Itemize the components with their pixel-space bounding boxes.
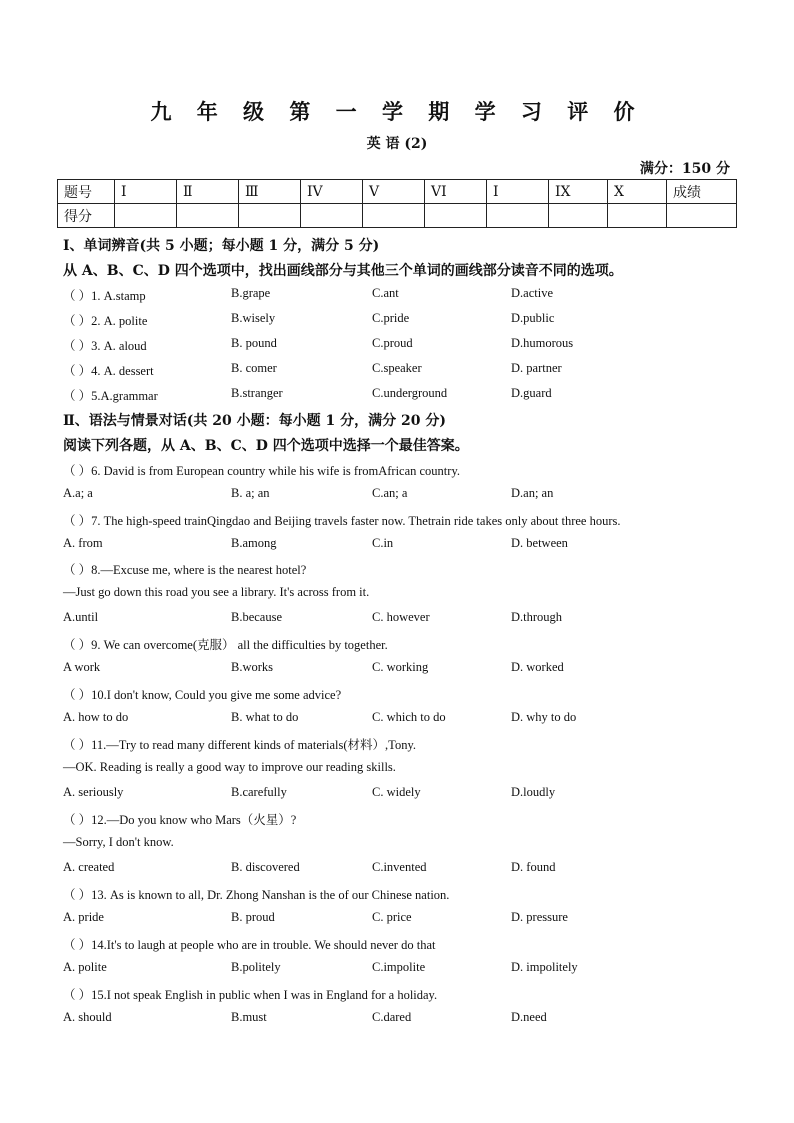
option-a[interactable]: A. how to do [63,710,129,724]
question-stem: （ ）10.I don't know, Could you give me some advice? [63,688,342,702]
score-cell: I [487,180,549,204]
score-table [57,179,737,228]
option-a[interactable]: A.a; a [63,486,93,500]
option-c[interactable]: C. however [372,610,430,624]
option-d[interactable]: D.need [511,1010,547,1024]
option-b[interactable]: B. proud [231,910,275,924]
question-stem-reply: —Just go down this road you see a library. It's across from it. [63,585,370,599]
option-d[interactable]: D.loudly [511,785,556,799]
score-cell: V [363,180,425,204]
question-stem: （ ）7. The high-speed trainQingdao and Beijing travels faster now. Thetrain ride takes only about three hours. [63,514,621,528]
option-c[interactable]: C.in [372,536,394,550]
question-stem: （ ）11.—Try to read many different kinds of materials(材料）,Tony. [63,738,417,752]
question-stem: （ ）4. A. dessert [63,364,154,378]
option-b[interactable]: B.grape [231,286,271,300]
score-input-cell[interactable] [115,204,177,228]
score-cell: IV [301,180,363,204]
page-title: 九 年 级 第 一 学 期 学 习 评 价 [150,99,644,124]
option-b[interactable]: B.wisely [231,311,276,325]
option-c[interactable]: C. which to do [372,710,446,724]
option-c[interactable]: C.dared [372,1010,412,1024]
option-b[interactable]: B.politely [231,960,281,974]
question-stem: （ ）8.—Excuse me, where is the nearest hotel? [63,563,307,577]
question-stem: （ ）15.I not speak English in public when I was in England for a holiday. [63,988,438,1002]
score-input-cell[interactable] [667,204,737,228]
option-b[interactable]: B.works [231,660,274,674]
option-b[interactable]: B.stranger [231,386,283,400]
option-c[interactable]: C.pride [372,311,410,325]
score-table-score-row [58,204,737,228]
option-b[interactable]: B. comer [231,361,277,375]
section1-instruction: 从 A、B、C、D 四个选项中，找出画线部分与其他三个单词的画线部分读音不同的选项。 [63,263,623,279]
question-stem: （ ）3. A. aloud [63,339,147,353]
option-c[interactable]: C. working [372,660,429,674]
question-stem-reply: —OK. Reading is really a good way to improve our reading skills. [63,760,396,774]
option-c[interactable]: C.underground [372,386,448,400]
score-cell: Ⅱ [177,180,239,204]
score-input-cell[interactable] [608,204,667,228]
page-subtitle: 英 语 (2) [366,136,428,152]
option-d[interactable]: D. partner [511,361,562,375]
option-b[interactable]: B.among [231,536,277,550]
option-b[interactable]: B. a; an [231,486,270,500]
option-d[interactable]: D.guard [511,386,552,400]
option-a[interactable]: A. should [63,1010,112,1024]
option-a[interactable]: A. created [63,860,115,874]
section2-heading: Ⅱ、语法与情景对话(共 20 小题：每小题 1 分，满分 20 分) [63,413,446,429]
option-c[interactable]: C.ant [372,286,399,300]
score-input-cell[interactable] [487,204,549,228]
option-a[interactable]: A. polite [63,960,107,974]
option-d[interactable]: D.humorous [511,336,574,350]
option-c[interactable]: C.impolite [372,960,426,974]
option-a[interactable]: A. seriously [63,785,124,799]
option-b[interactable]: B.because [231,610,283,624]
option-c[interactable]: C.invented [372,860,427,874]
option-b[interactable]: B.must [231,1010,267,1024]
option-a[interactable]: A work [63,660,101,674]
question-stem: （ ）13. As is known to all, Dr. Zhong Nanshan is the of our Chinese nation. [63,888,450,902]
score-cell: 题号 [58,180,115,204]
question-stem: （ ）2. A. polite [63,314,148,328]
full-score: 满分：150 分 [639,161,730,177]
section1-heading: Ⅰ、单词辨音(共 5 小题；每小题 1 分，满分 5 分) [63,238,380,254]
score-cell: 成绩 [667,180,737,204]
question-stem: （ ）6. David is from European country while his wife is fromAfrican country. [63,464,461,478]
score-input-cell[interactable] [425,204,487,228]
option-d[interactable]: D.public [511,311,555,325]
option-d[interactable]: D. found [511,860,556,874]
score-table-header-row [58,180,737,204]
score-cell: VI [425,180,487,204]
option-d[interactable]: D.active [511,286,553,300]
question-stem: （ ）12.—Do you know who Mars（火星）? [63,813,297,827]
section2-instruction: 阅读下列各题，从 A、B、C、D 四个选项中选择一个最佳答案。 [63,438,469,454]
option-a[interactable]: A. from [63,536,103,550]
option-b[interactable]: B. what to do [231,710,299,724]
score-cell: 得分 [58,204,115,228]
option-d[interactable]: D. pressure [511,910,568,924]
option-d[interactable]: D. impolitely [511,960,578,974]
option-b[interactable]: B. pound [231,336,277,350]
option-d[interactable]: D. why to do [511,710,577,724]
option-b[interactable]: B. discovered [231,860,300,874]
score-cell: X [608,180,667,204]
option-d[interactable]: D.through [511,610,563,624]
question-stem: （ ）9. We can overcome(克服） all the difficulties by together. [63,638,388,652]
question-stem: （ ）5.A.grammar [63,389,158,403]
option-a[interactable]: A.until [63,610,99,624]
option-b[interactable]: B.carefully [231,785,287,799]
score-input-cell[interactable] [549,204,608,228]
score-input-cell[interactable] [363,204,425,228]
score-cell: Ⅲ [239,180,301,204]
option-c[interactable]: C.an; a [372,486,408,500]
option-d[interactable]: D. worked [511,660,564,674]
score-input-cell[interactable] [239,204,301,228]
score-cell: I [115,180,177,204]
option-c[interactable]: C.speaker [372,361,422,375]
option-d[interactable]: D.an; an [511,486,554,500]
question-stem-reply: —Sorry, I don't know. [63,835,174,849]
option-c[interactable]: C. widely [372,785,421,799]
option-c[interactable]: C.proud [372,336,413,350]
option-c[interactable]: C. price [372,910,412,924]
score-cell: IX [549,180,608,204]
option-d[interactable]: D. between [511,536,568,550]
question-stem: （ ）1. A.stamp [63,289,146,303]
option-a[interactable]: A. pride [63,910,104,924]
score-input-cell[interactable] [301,204,363,228]
question-stem: （ ）14.It's to laugh at people who are in trouble. We should never do that [63,938,436,952]
score-input-cell[interactable] [177,204,239,228]
